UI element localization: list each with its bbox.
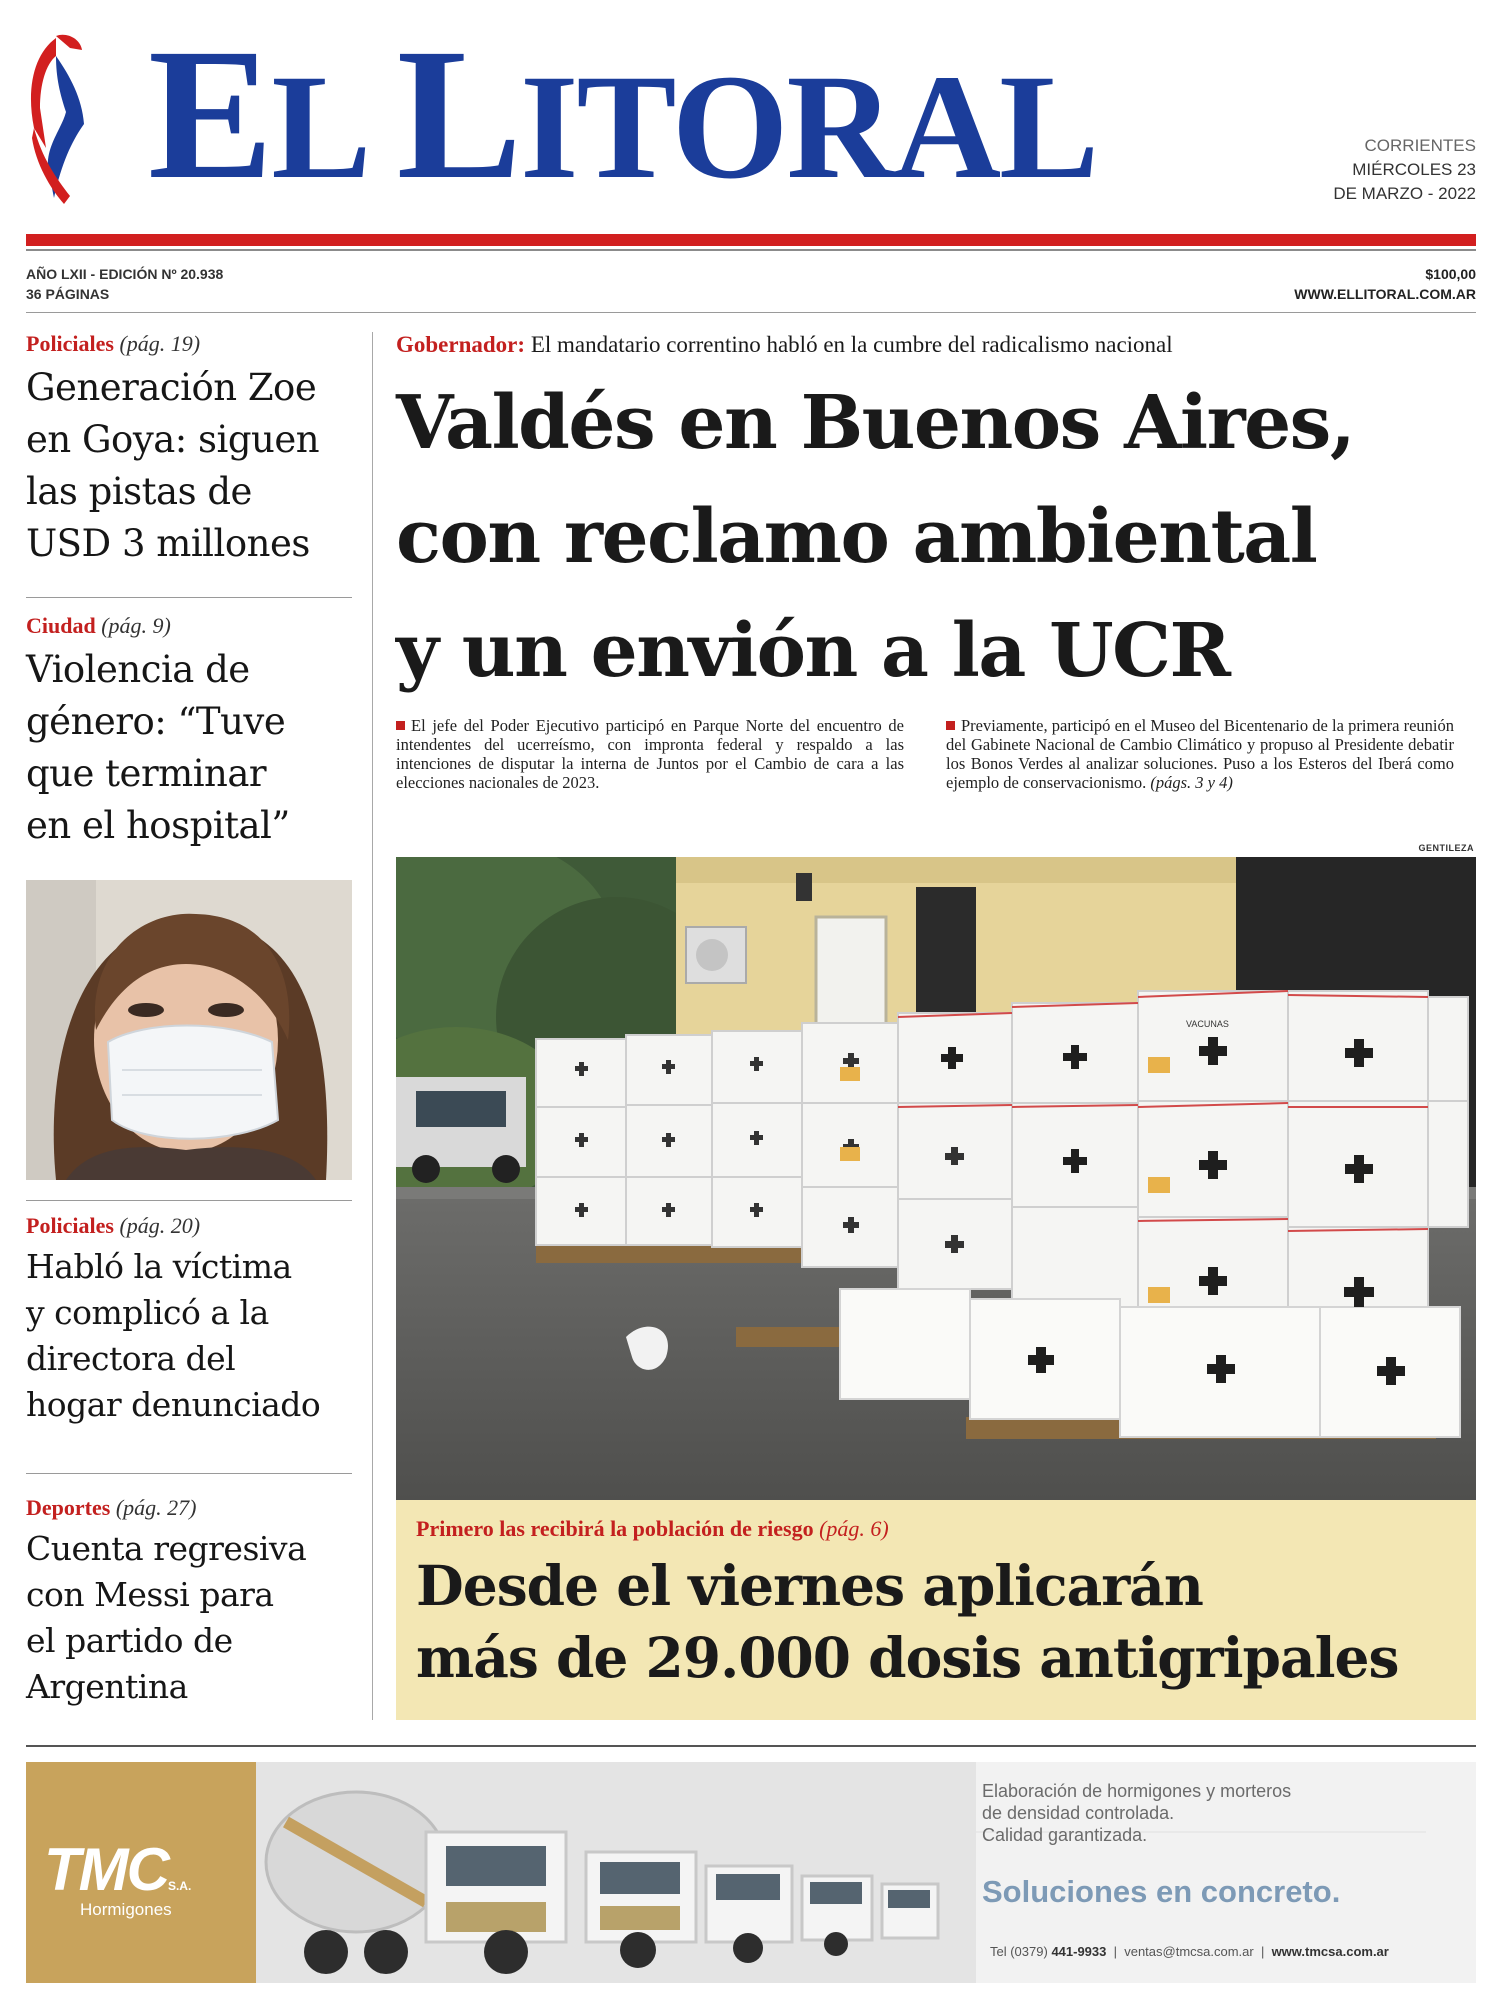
edition-divider xyxy=(26,312,1476,313)
newspaper-name xyxy=(148,9,1098,227)
story-divider xyxy=(26,1200,352,1201)
section-name: Policiales xyxy=(26,331,114,356)
headline-line: Desde el viernes aplicarán xyxy=(416,1553,1203,1618)
phone-label: Tel (0379) xyxy=(990,1944,1048,1959)
section-name: Deportes xyxy=(26,1495,111,1520)
page-ref: (pág. 27) xyxy=(115,1495,197,1520)
headline-line: en el hospital” xyxy=(26,804,290,847)
price-label: $100,00 xyxy=(1425,266,1476,282)
left-story-2[interactable] xyxy=(26,612,352,852)
bullet-icon xyxy=(396,721,405,730)
ad-copy xyxy=(982,1780,1462,1846)
section-name: Ciudad xyxy=(26,613,96,638)
summary-text: El jefe del Poder Ejecutivo participó en Parque Norte del encuentro de intendentes del ucerreísmo, con impronta federal y respaldo a las intenciones de disputar la interna de Juntos por el Cambio de cara a las elecciones nacionales de 2023. xyxy=(396,716,904,792)
woman-photo-illustration xyxy=(26,880,352,1180)
page-ref: (pág. 9) xyxy=(101,613,171,638)
summary-right xyxy=(946,716,1454,792)
masthead-letters: ITORAL xyxy=(520,44,1098,210)
bullet-icon xyxy=(946,721,955,730)
web-link[interactable]: www.tmcsa.com.ar xyxy=(1271,1944,1389,1959)
edition-info xyxy=(26,264,223,304)
headline-line: Habló la víctima xyxy=(26,1247,292,1286)
section-kicker xyxy=(26,1494,352,1522)
box-label: VACUNAS xyxy=(1186,1019,1229,1029)
masthead-red-bar xyxy=(26,234,1476,246)
masthead-divider xyxy=(26,249,1476,251)
section-name: Policiales xyxy=(26,1213,114,1238)
summary-left xyxy=(396,716,904,792)
phone-number[interactable]: 441-9933 xyxy=(1051,1944,1107,1959)
headline-line: USD 3 millones xyxy=(26,522,310,565)
headline-line: Valdés en Buenos Aires, xyxy=(396,380,1355,466)
headline-line: que terminar xyxy=(26,752,267,795)
masthead-letter: E xyxy=(148,9,272,218)
edition-number: AÑO LXII - EDICIÓN Nº 20.938 xyxy=(26,266,224,282)
headline-line: Argentina xyxy=(26,1667,188,1706)
headline-line: el partido de xyxy=(26,1621,233,1660)
brand-name: TMC xyxy=(44,1836,168,1903)
column-divider xyxy=(372,332,373,1720)
summary-text: Previamente, participó en el Museo del Bicentenario de la primera reunión del Gabinete Nacional de Cambio Climático y propuso al Presidente debatir los Bonos Verdes al analizar soluciones. Puso a los Esteros del Iberá como ejemplo de conservacionismo. xyxy=(946,716,1454,792)
website-link[interactable]: WWW.ELLITORAL.COM.AR xyxy=(1294,286,1476,302)
page-ref: (pág. 6) xyxy=(819,1516,889,1541)
email-link[interactable]: ventas@tmcsa.com.ar xyxy=(1124,1944,1254,1959)
headline-line: en Goya: siguen xyxy=(26,418,320,461)
headline-line: hogar denunciado xyxy=(26,1385,321,1424)
headline-line: Generación Zoe xyxy=(26,366,317,409)
left-story-3[interactable] xyxy=(26,1212,352,1428)
story-headline xyxy=(26,1244,352,1428)
brand-suffix: S.A. xyxy=(167,1879,192,1893)
photo-credit: GENTILEZA xyxy=(1418,843,1474,853)
left-story-1[interactable] xyxy=(26,330,352,570)
story-divider xyxy=(26,597,352,598)
masthead-letter: L xyxy=(396,9,521,218)
ad-slogan: Soluciones en concreto. xyxy=(982,1874,1341,1909)
page-ref: (págs. 3 y 4) xyxy=(1150,773,1233,792)
kicker-label: Gobernador: xyxy=(396,332,526,357)
page-ref: (pág. 20) xyxy=(119,1213,201,1238)
headline-line: Violencia de xyxy=(26,648,250,691)
vaccine-boxes-illustration xyxy=(396,857,1476,1500)
main-headline[interactable] xyxy=(396,366,1486,708)
headline-line: Cuenta regresiva xyxy=(26,1529,307,1568)
page-ref: (pág. 19) xyxy=(119,331,201,356)
left-story-4[interactable] xyxy=(26,1494,352,1710)
vaccine-headline[interactable] xyxy=(416,1550,1476,1694)
headline-line: y un envión a la UCR xyxy=(396,608,1230,694)
ad-copy-line: Calidad garantizada. xyxy=(982,1825,1148,1845)
kicker-text: El mandatario correntino habló en la cumbre del radicalismo nacional xyxy=(530,332,1173,357)
page-count: 36 PÁGINAS xyxy=(26,286,110,302)
headline-line: las pistas de xyxy=(26,470,252,513)
ad-divider xyxy=(26,1745,1476,1747)
story-headline xyxy=(26,1526,352,1710)
main-kicker xyxy=(396,330,1173,360)
headline-line: más de 29.000 dosis antigripales xyxy=(416,1625,1399,1690)
story-divider xyxy=(26,1473,352,1474)
day-label: MIÉRCOLES 23 xyxy=(1352,160,1476,179)
woman-photo xyxy=(26,880,352,1180)
section-kicker xyxy=(26,330,352,358)
price-info xyxy=(1294,264,1476,304)
ad-copy-line: Elaboración de hormigones y morteros xyxy=(982,1781,1292,1801)
city-label: CORRIENTES xyxy=(1364,136,1476,155)
story-headline xyxy=(26,362,352,570)
headline-line: y complicó a la xyxy=(26,1293,269,1332)
headline-line: directora del xyxy=(26,1339,236,1378)
ad-copy-line: de densidad controlada. xyxy=(982,1803,1175,1823)
date-block xyxy=(1333,134,1476,206)
story-headline xyxy=(26,644,352,852)
brand-subtitle: Hormigones xyxy=(80,1900,172,1919)
ad-contact: Tel (0379) 441-9933 | ventas@tmcsa.com.ar | www.tmcsa.com.ar xyxy=(990,1944,1389,1959)
date-label: DE MARZO - 2022 xyxy=(1333,184,1476,203)
vaccine-kicker xyxy=(416,1516,889,1542)
section-kicker xyxy=(26,612,352,640)
headline-line: con Messi para xyxy=(26,1575,274,1614)
masthead-letters: L xyxy=(271,44,397,210)
section-kicker xyxy=(26,1212,352,1240)
vaccine-boxes-photo xyxy=(396,857,1476,1500)
el-litoral-logo-icon xyxy=(26,28,88,210)
kicker-text: Primero las recibirá la población de riesgo xyxy=(416,1516,814,1541)
headline-line: género: “Tuve xyxy=(26,700,286,743)
headline-line: con reclamo ambiental xyxy=(396,494,1317,580)
